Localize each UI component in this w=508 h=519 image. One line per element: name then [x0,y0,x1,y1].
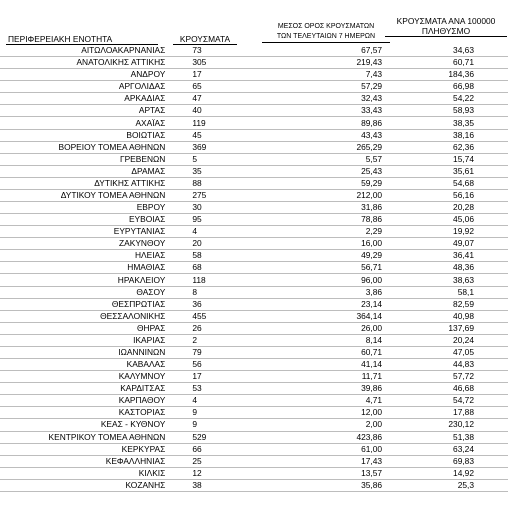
table-row [0,117,508,129]
per-100000-cell: 34,63 [388,45,508,57]
per-100000-cell: 69,83 [388,455,508,467]
region-cell: ΚΑΒΑΛΑΣ [0,359,189,371]
average-cell: 2,00 [266,419,388,431]
table-row [0,286,508,298]
region-cell: ΙΩΑΝΝΙΝΩΝ [0,346,189,358]
region-cell: ΑΡΚΑΔΙΑΣ [0,93,189,105]
table-row [0,129,508,141]
cases-cell: 30 [189,202,266,214]
cases-cell: 9 [189,407,266,419]
average-cell: 26,00 [266,322,388,334]
average-cell: 13,57 [266,467,388,479]
region-cell: ΑΝΔΡΟΥ [0,69,189,81]
region-cell: ΚΑΛΥΜΝΟΥ [0,371,189,383]
region-cell: ΚΕΑΣ - ΚΥΘΝΟΥ [0,419,189,431]
column-header-7day-average [262,22,390,43]
region-cell: ΚΟΖΑΝΗΣ [0,479,189,491]
cases-cell: 17 [189,69,266,81]
per-100000-cell: 62,36 [388,141,508,153]
average-cell: 423,86 [266,431,388,443]
cases-cell: 305 [189,57,266,69]
per-100000-cell: 49,07 [388,238,508,250]
region-cell: ΕΥΒΟΙΑΣ [0,214,189,226]
average-cell: 2,29 [266,226,388,238]
region-cell: ΓΡΕΒΕΝΩΝ [0,153,189,165]
average-cell: 3,86 [266,286,388,298]
region-cell: ΔΥΤΙΚΗΣ ΑΤΤΙΚΗΣ [0,177,189,189]
cases-cell: 20 [189,238,266,250]
table-row [0,105,508,117]
per-100000-cell: 54,72 [388,395,508,407]
average-cell: 43,43 [266,129,388,141]
cases-table [0,45,508,492]
per-100000-cell: 40,98 [388,310,508,322]
average-cell: 57,29 [266,81,388,93]
per-100000-cell: 184,36 [388,69,508,81]
region-cell: ΚΑΡΔΙΤΣΑΣ [0,383,189,395]
region-cell: ΖΑΚΥΝΘΟΥ [0,238,189,250]
region-cell: ΕΒΡΟΥ [0,202,189,214]
cases-cell: 45 [189,129,266,141]
cases-cell: 65 [189,81,266,93]
table-row [0,274,508,286]
per-100000-cell: 48,36 [388,262,508,274]
cases-cell: 35 [189,165,266,177]
cases-cell: 68 [189,262,266,274]
per-100000-cell: 45,06 [388,214,508,226]
per-100000-cell: 57,72 [388,371,508,383]
table-row [0,69,508,81]
region-cell: ΑΡΤΑΣ [0,105,189,117]
per-100000-cell: 47,05 [388,346,508,358]
per-100000-cell: 82,59 [388,298,508,310]
average-cell: 59,29 [266,177,388,189]
region-cell: ΘΑΣΟΥ [0,286,189,298]
per-100000-cell: 54,22 [388,93,508,105]
cases-cell: 275 [189,189,266,201]
table-row [0,395,508,407]
table-row [0,407,508,419]
average-cell: 56,71 [266,262,388,274]
cases-cell: 40 [189,105,266,117]
column-header-7day-average-line2: ΤΩΝ ΤΕΛΕΥΤΑΙΩΝ 7 ΗΜΕΡΩΝ [276,33,376,40]
region-cell: ΚΙΛΚΙΣ [0,467,189,479]
region-cell: ΚΕΦΑΛΛΗΝΙΑΣ [0,455,189,467]
region-cell: ΒΟΙΩΤΙΑΣ [0,129,189,141]
table-row [0,298,508,310]
cases-cell: 529 [189,431,266,443]
cases-cell: 119 [189,117,266,129]
per-100000-cell: 46,68 [388,383,508,395]
cases-cell: 17 [189,371,266,383]
average-cell: 96,00 [266,274,388,286]
cases-cell: 8 [189,286,266,298]
cases-cell: 56 [189,359,266,371]
cases-cell: 88 [189,177,266,189]
column-header-per-100000-line1: ΚΡΟΥΣΜΑΤΑ ΑΝΑ 100000 [396,16,496,26]
cases-cell: 25 [189,455,266,467]
table-row [0,383,508,395]
cases-cell: 5 [189,153,266,165]
average-cell: 49,29 [266,250,388,262]
region-cell: ΗΛΕΙΑΣ [0,250,189,262]
cases-cell: 455 [189,310,266,322]
per-100000-cell: 25,3 [388,479,508,491]
cases-cell: 12 [189,467,266,479]
cases-cell: 53 [189,383,266,395]
per-100000-cell: 14,92 [388,467,508,479]
region-cell: ΚΑΣΤΟΡΙΑΣ [0,407,189,419]
per-100000-cell: 56,16 [388,189,508,201]
column-header-per-100000-line2: ΠΛΗΘΥΣΜΟ [421,26,471,36]
region-cell: ΗΜΑΘΙΑΣ [0,262,189,274]
table-row [0,57,508,69]
cases-cell: 4 [189,226,266,238]
per-100000-cell: 19,92 [388,226,508,238]
per-100000-cell: 17,88 [388,407,508,419]
table-row [0,226,508,238]
per-100000-cell: 60,71 [388,57,508,69]
per-100000-cell: 44,83 [388,359,508,371]
per-100000-cell: 51,38 [388,431,508,443]
average-cell: 33,43 [266,105,388,117]
average-cell: 23,14 [266,298,388,310]
average-cell: 16,00 [266,238,388,250]
region-cell: ΘΕΣΠΡΩΤΙΑΣ [0,298,189,310]
table-row [0,359,508,371]
table-row [0,419,508,431]
average-cell: 212,00 [266,189,388,201]
average-cell: 31,86 [266,202,388,214]
per-100000-cell: 58,1 [388,286,508,298]
table-row [0,334,508,346]
average-cell: 265,29 [266,141,388,153]
average-cell: 41,14 [266,359,388,371]
cases-cell: 36 [189,298,266,310]
average-cell: 25,43 [266,165,388,177]
region-cell: ΒΟΡΕΙΟΥ ΤΟΜΕΑ ΑΘΗΝΩΝ [0,141,189,153]
cases-cell: 369 [189,141,266,153]
table-row [0,479,508,491]
cases-table-body [0,45,508,491]
average-cell: 35,86 [266,479,388,491]
average-cell: 12,00 [266,407,388,419]
cases-cell: 47 [189,93,266,105]
average-cell: 39,86 [266,383,388,395]
average-cell: 5,57 [266,153,388,165]
table-row [0,467,508,479]
table-row [0,238,508,250]
region-cell: ΚΕΡΚΥΡΑΣ [0,443,189,455]
per-100000-cell: 58,93 [388,105,508,117]
column-header-per-100000 [385,16,507,37]
cases-cell: 26 [189,322,266,334]
per-100000-cell: 38,63 [388,274,508,286]
average-cell: 219,43 [266,57,388,69]
per-100000-cell: 38,16 [388,129,508,141]
average-cell: 78,86 [266,214,388,226]
region-cell: ΑΙΤΩΛΟΑΚΑΡΝΑΝΙΑΣ [0,45,189,57]
cases-cell: 38 [189,479,266,491]
average-cell: 67,57 [266,45,388,57]
average-cell: 364,14 [266,310,388,322]
average-cell: 61,00 [266,443,388,455]
per-100000-cell: 20,28 [388,202,508,214]
table-row [0,443,508,455]
table-row [0,371,508,383]
table-row [0,93,508,105]
cases-cell: 73 [189,45,266,57]
per-100000-cell: 230,12 [388,419,508,431]
average-cell: 60,71 [266,346,388,358]
per-100000-cell: 38,35 [388,117,508,129]
table-row [0,202,508,214]
average-cell: 8,14 [266,334,388,346]
average-cell: 7,43 [266,69,388,81]
table-row [0,153,508,165]
per-100000-cell: 54,68 [388,177,508,189]
cases-cell: 66 [189,443,266,455]
region-cell: ΘΕΣΣΑΛΟΝΙΚΗΣ [0,310,189,322]
table-row [0,455,508,467]
region-cell: ΘΗΡΑΣ [0,322,189,334]
region-cell: ΑΧΑΪΑΣ [0,117,189,129]
cases-cell: 95 [189,214,266,226]
average-cell: 4,71 [266,395,388,407]
table-row [0,346,508,358]
per-100000-cell: 35,61 [388,165,508,177]
table-row [0,165,508,177]
cases-cell: 2 [189,334,266,346]
table-row [0,431,508,443]
region-cell: ΑΡΓΟΛΙΔΑΣ [0,81,189,93]
cases-cell: 79 [189,346,266,358]
average-cell: 32,43 [266,93,388,105]
table-row [0,177,508,189]
cases-cell: 58 [189,250,266,262]
average-cell: 89,86 [266,117,388,129]
per-100000-cell: 66,98 [388,81,508,93]
per-100000-cell: 20,24 [388,334,508,346]
table-row [0,45,508,57]
region-cell: ΗΡΑΚΛΕΙΟΥ [0,274,189,286]
table-row [0,189,508,201]
per-100000-cell: 36,41 [388,250,508,262]
column-header-7day-average-line1: ΜΕΣΟΣ ΟΡΟΣ ΚΡΟΥΣΜΑΤΩΝ [277,23,375,30]
table-row [0,250,508,262]
region-cell: ΙΚΑΡΙΑΣ [0,334,189,346]
region-cell: ΚΕΝΤΡΙΚΟΥ ΤΟΜΕΑ ΑΘΗΝΩΝ [0,431,189,443]
cases-cell: 4 [189,395,266,407]
table-row [0,81,508,93]
cases-cell: 9 [189,419,266,431]
region-cell: ΔΥΤΙΚΟΥ ΤΟΜΕΑ ΑΘΗΝΩΝ [0,189,189,201]
column-header-region: ΠΕΡΙΦΕΡΕΙΑΚΗ ΕΝΟΤΗΤΑ [6,34,158,45]
table-row [0,141,508,153]
per-100000-cell: 63,24 [388,443,508,455]
table-row [0,322,508,334]
region-cell: ΚΑΡΠΑΘΟΥ [0,395,189,407]
table-row [0,214,508,226]
region-cell: ΑΝΑΤΟΛΙΚΗΣ ΑΤΤΙΚΗΣ [0,57,189,69]
table-row [0,262,508,274]
table-row [0,310,508,322]
per-100000-cell: 137,69 [388,322,508,334]
region-cell: ΕΥΡΥΤΑΝΙΑΣ [0,226,189,238]
average-cell: 11,71 [266,371,388,383]
column-header-cases: ΚΡΟΥΣΜΑΤΑ [173,34,237,45]
per-100000-cell: 15,74 [388,153,508,165]
average-cell: 17,43 [266,455,388,467]
cases-cell: 118 [189,274,266,286]
region-cell: ΔΡΑΜΑΣ [0,165,189,177]
